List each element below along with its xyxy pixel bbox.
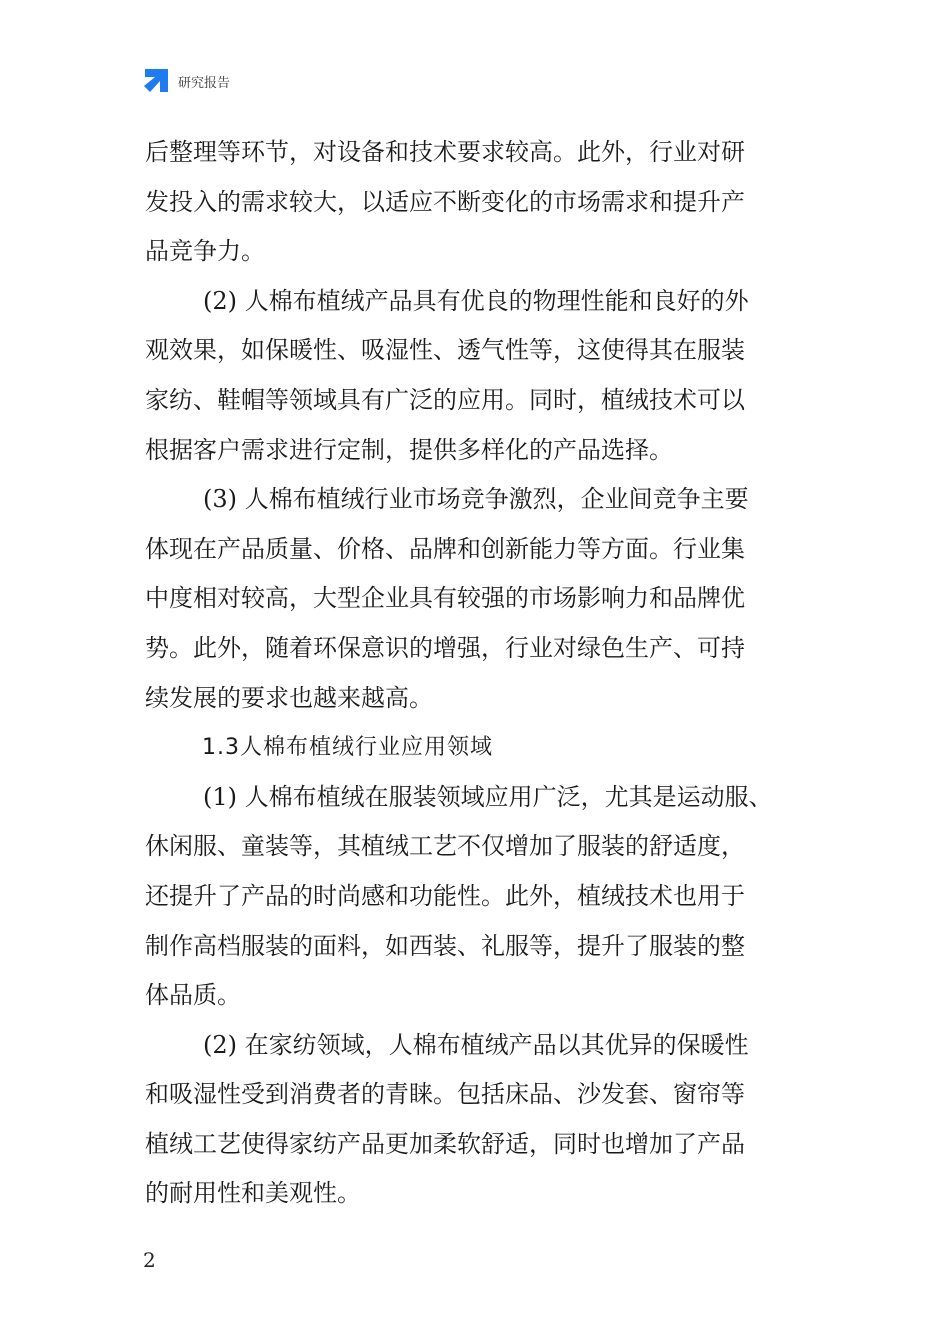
body-text-line: 还提升了产品的时尚感和功能性。此外，植绒技术也用于 [145,881,745,910]
section-heading: 1.3人棉布植绒行业应用领域 [202,735,493,761]
body-text-line: 制作高档服装的面料，如西装、礼服等，提升了服装的整 [145,931,745,960]
arrow-up-right-icon [143,68,169,94]
body-text-line: 后整理等环节，对设备和技术要求较高。此外，行业对研 [145,138,745,166]
body-text-line: 势。此外，随着环保意识的增强，行业对绿色生产、可持 [145,633,745,662]
report-header [143,68,230,94]
document-body [145,128,845,1219]
body-text-line: (2) 人棉布植绒产品具有优良的物理性能和良好的外 [203,286,749,315]
body-text-line: 家纺、鞋帽等领域具有广泛的应用。同时，植绒技术可以 [145,385,745,414]
body-text-line: 和吸湿性受到消费者的青睐。包括床品、沙发套、窗帘等 [145,1080,745,1109]
body-text-line: 中度相对较高，大型企业具有较强的市场影响力和品牌优 [145,584,745,613]
page-number: 2 [143,1248,156,1272]
body-text-line: (2) 在家纺领域，人棉布植绒产品以其优异的保暖性 [203,1030,749,1059]
report-brand-label: 研究报告 [178,75,231,91]
body-text-line: (3) 人棉布植绒行业市场竞争激烈，企业间竞争主要 [203,485,749,514]
body-text-line: 观效果，如保暖性、吸湿性、透气性等，这使得其在服装 [145,336,745,365]
body-text-line: 根据客户需求进行定制，提供多样化的产品选择。 [145,435,673,464]
body-text-line: 的耐用性和美观性。 [145,1179,361,1208]
body-text-line: 休闲服、童装等，其植绒工艺不仅增加了服装的舒适度， [145,832,745,861]
body-text-line: 品竞争力。 [145,237,265,266]
body-text-line: 体品质。 [145,981,241,1010]
body-text-line: 植绒工艺使得家纺产品更加柔软舒适，同时也增加了产品 [145,1129,745,1158]
body-text-line: 体现在产品质量、价格、品牌和创新能力等方面。行业集 [145,534,745,563]
body-text-line: 续发展的要求也越来越高。 [145,683,433,712]
body-text-line: 发投入的需求较大，以适应不断变化的市场需求和提升产 [145,187,745,216]
body-text-line: (1) 人棉布植绒在服装领域应用广泛，尤其是运动服、 [203,782,773,811]
